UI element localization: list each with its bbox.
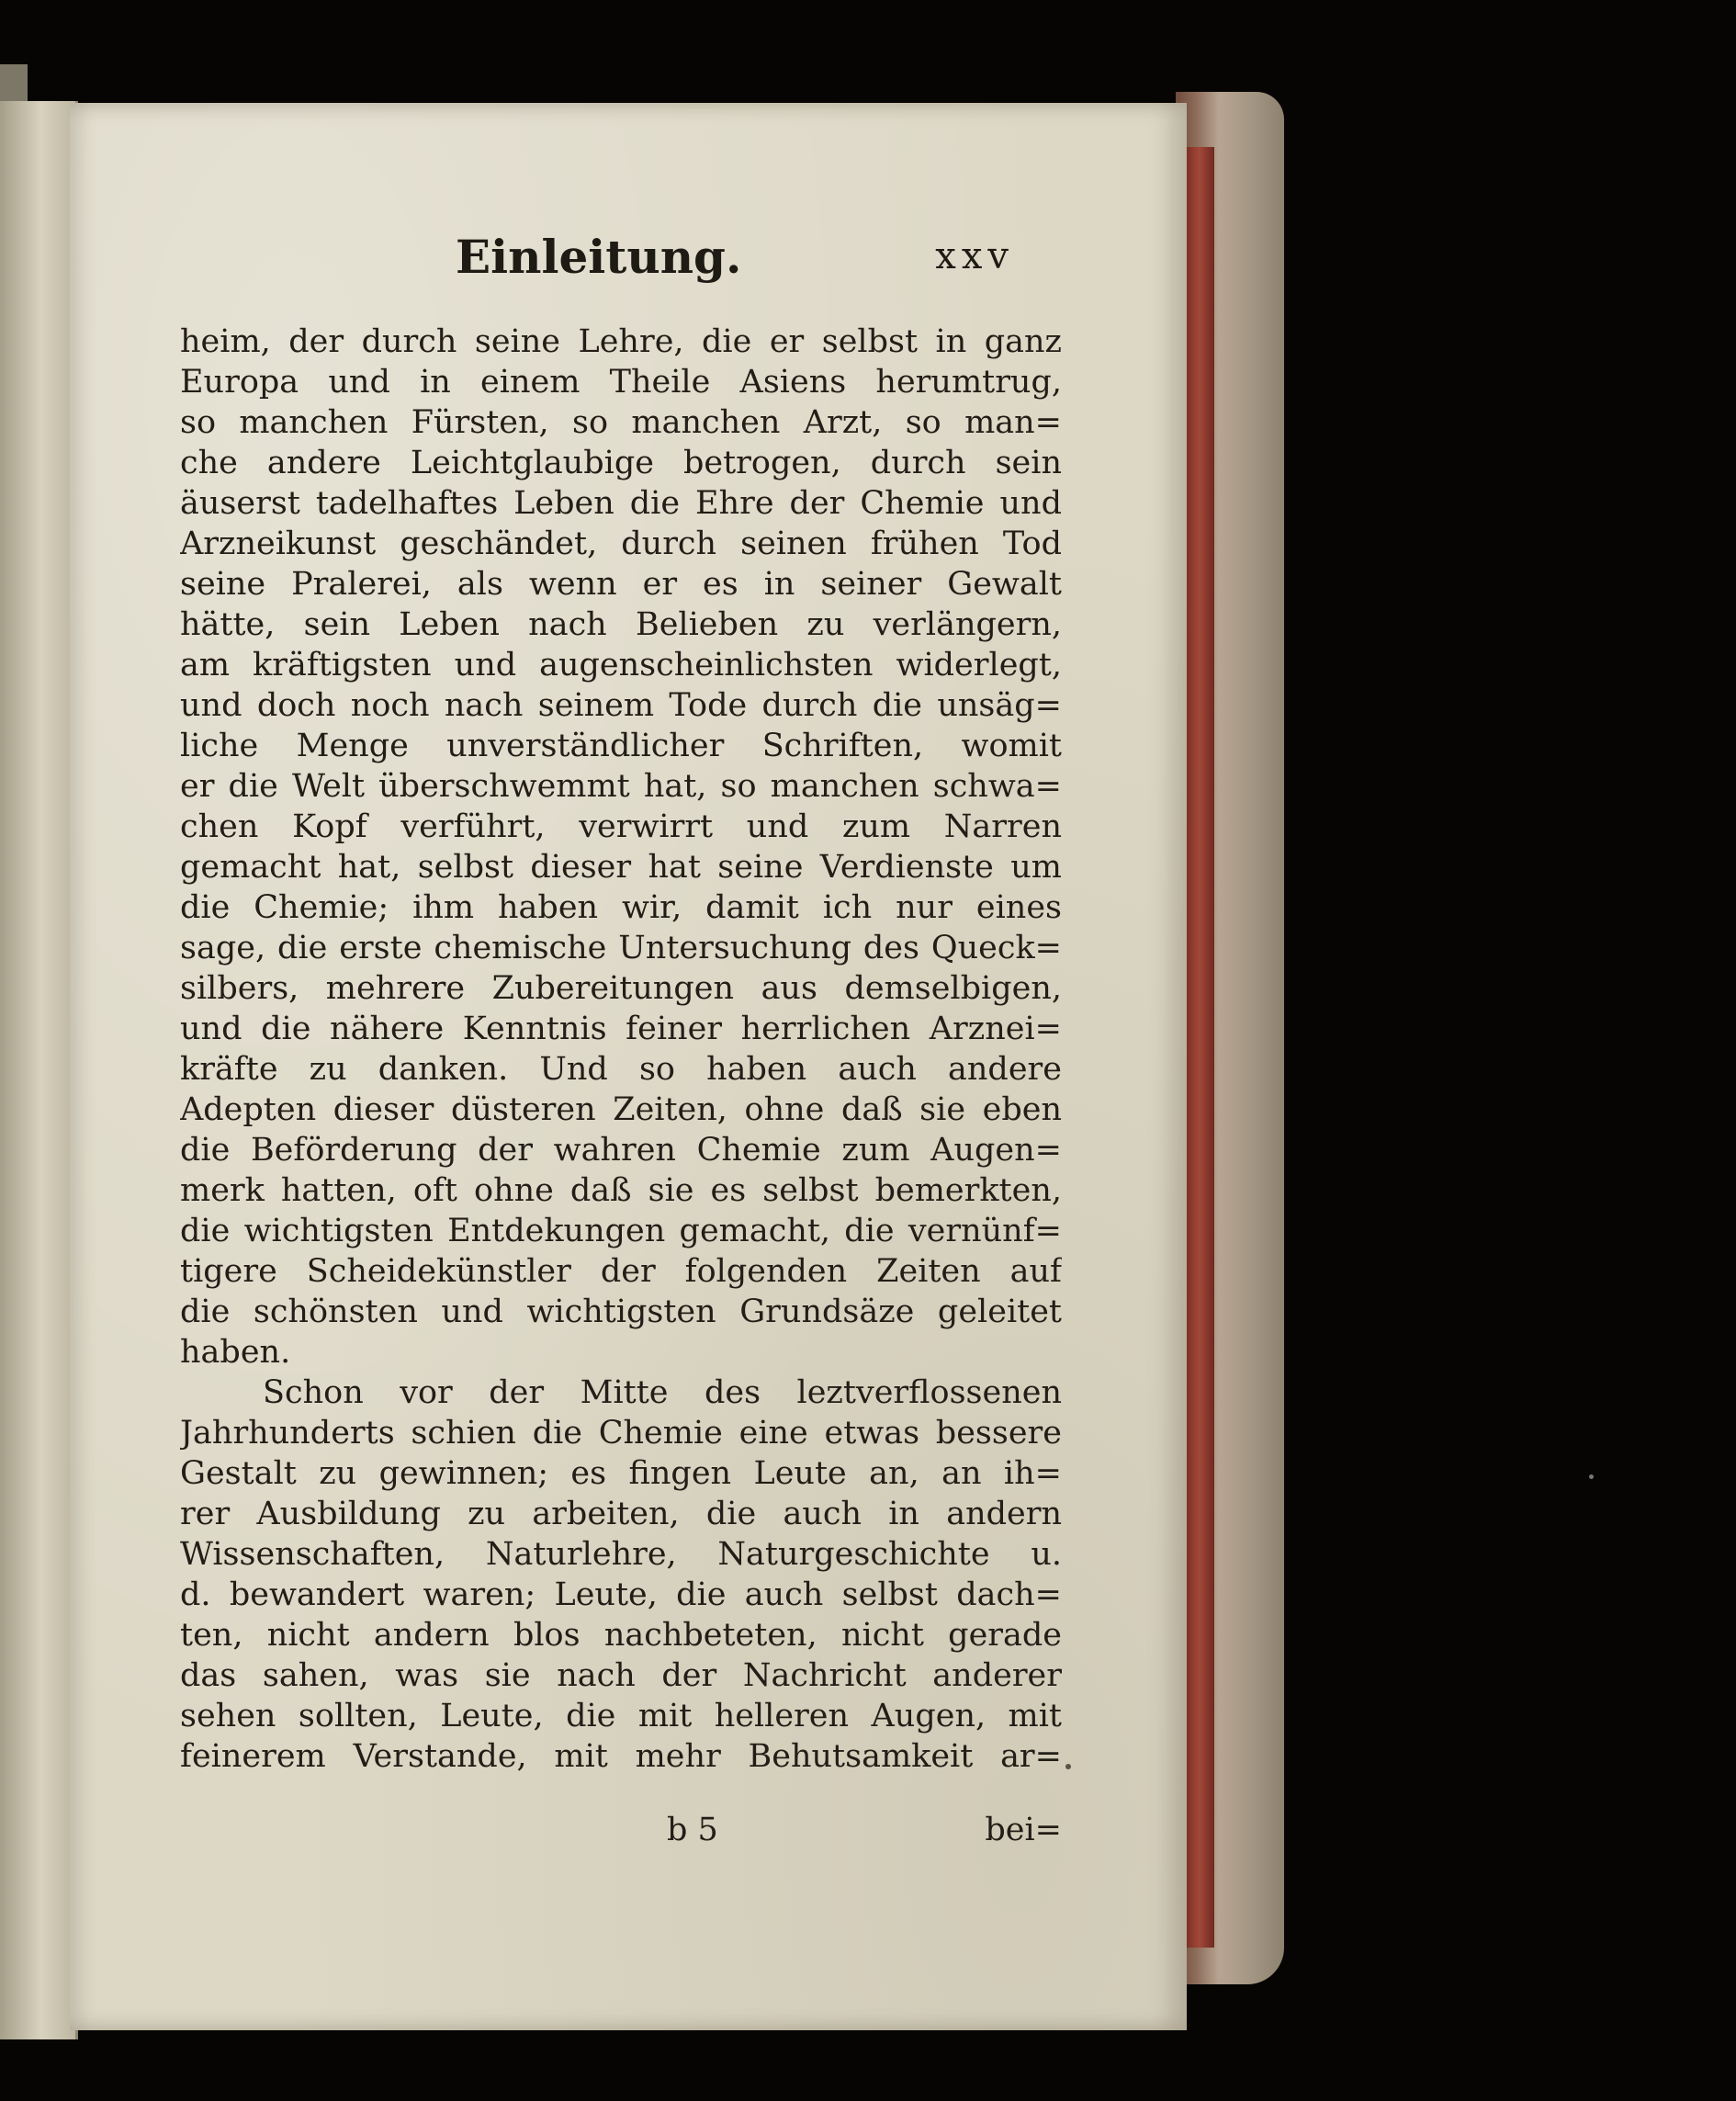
text-line: Europa und in einem Theile Asiens herumtrug, — [180, 364, 1062, 401]
text-line: gemacht hat, selbst dieser hat seine Verdienste um — [180, 849, 1062, 886]
running-head — [456, 230, 1099, 303]
page-title: Einleitung. — [456, 230, 742, 284]
text-line: Arzneikunst geschändet, durch seinen frühen Tod — [180, 525, 1062, 562]
page-number: xxv — [935, 235, 1014, 277]
text-line: heim, der durch seine Lehre, die er selbst in ganz — [180, 323, 1062, 360]
text-line: merk hatten, oft ohne daß sie es selbst bemerkten, — [180, 1172, 1062, 1209]
text-line: die wichtigsten Entdekungen gemacht, die vernünf= — [180, 1213, 1062, 1249]
dust-speck — [1589, 1474, 1594, 1479]
facing-page-edge — [0, 101, 78, 2039]
text-line: Gestalt zu gewinnen; es fingen Leute an, an ih= — [180, 1455, 1062, 1492]
catchword: bei= — [985, 1812, 1062, 1848]
text-line: sage, die erste chemische Untersuchung des Queck= — [180, 930, 1062, 966]
text-line: tigere Scheidekünstler der folgenden Zeiten auf — [180, 1253, 1062, 1290]
text-line: am kräftigsten und augenscheinlichsten widerlegt, — [180, 647, 1062, 683]
text-line: kräfte zu danken. Und so haben auch andere — [180, 1051, 1062, 1088]
text-line: liche Menge unverständlicher Schriften, womit — [180, 728, 1062, 764]
signature-mark: b 5 — [667, 1812, 718, 1848]
text-line: Wissenschaften, Naturlehre, Naturgeschichte u. — [180, 1536, 1062, 1573]
text-line: so manchen Fürsten, so manchen Arzt, so man= — [180, 404, 1062, 441]
text-line: sehen sollten, Leute, die mit helleren Augen, mit — [180, 1698, 1062, 1734]
text-line: ten, nicht andern blos nachbeteten, nicht gerade — [180, 1617, 1062, 1654]
text-line: die schönsten und wichtigsten Grundsäze geleitet — [180, 1293, 1062, 1330]
body-text — [180, 322, 1062, 1777]
red-page-edge — [1187, 147, 1214, 1948]
text-line: seine Pralerei, als wenn er es in seiner Gewalt — [180, 566, 1062, 603]
text-line: chen Kopf verführt, verwirrt und zum Narren — [180, 808, 1062, 845]
text-line: er die Welt überschwemmt hat, so manchen schwa= — [180, 768, 1062, 805]
paragraph-end-line: haben. — [180, 1334, 291, 1371]
text-line: silbers, mehrere Zubereitungen aus demselbigen, — [180, 970, 1062, 1007]
text-line: das sahen, was sie nach der Nachricht anderer — [180, 1657, 1062, 1694]
text-line: hätte, sein Leben nach Belieben zu verlängern, — [180, 606, 1062, 643]
text-line: und die nähere Kenntnis feiner herrlichen Arznei= — [180, 1011, 1062, 1047]
paper-fleck — [1065, 1764, 1071, 1769]
text-line: feinerem Verstande, mit mehr Behutsamkeit ar= — [180, 1738, 1062, 1775]
text-line: und doch noch nach seinem Tode durch die unsäg= — [180, 687, 1062, 724]
text-line: che andere Leichtglaubige betrogen, durch sein — [180, 445, 1062, 481]
text-line: Adepten dieser düsteren Zeiten, ohne daß sie eben — [180, 1091, 1062, 1128]
paragraph-start-line: Schon vor der Mitte des leztverflossenen — [263, 1374, 1062, 1411]
book-page — [70, 103, 1187, 2030]
text-line: rer Ausbildung zu arbeiten, die auch in andern — [180, 1496, 1062, 1532]
text-line: die Chemie; ihm haben wir, damit ich nur eines — [180, 889, 1062, 926]
text-line: die Beförderung der wahren Chemie zum Augen= — [180, 1132, 1062, 1169]
page-footer — [180, 1812, 1062, 1858]
text-line: äuserst tadelhaftes Leben die Ehre der Chemie und — [180, 485, 1062, 522]
text-line: d. bewandert waren; Leute, die auch selbst dach= — [180, 1576, 1062, 1613]
text-line: Jahrhunderts schien die Chemie eine etwas bessere — [180, 1415, 1062, 1451]
